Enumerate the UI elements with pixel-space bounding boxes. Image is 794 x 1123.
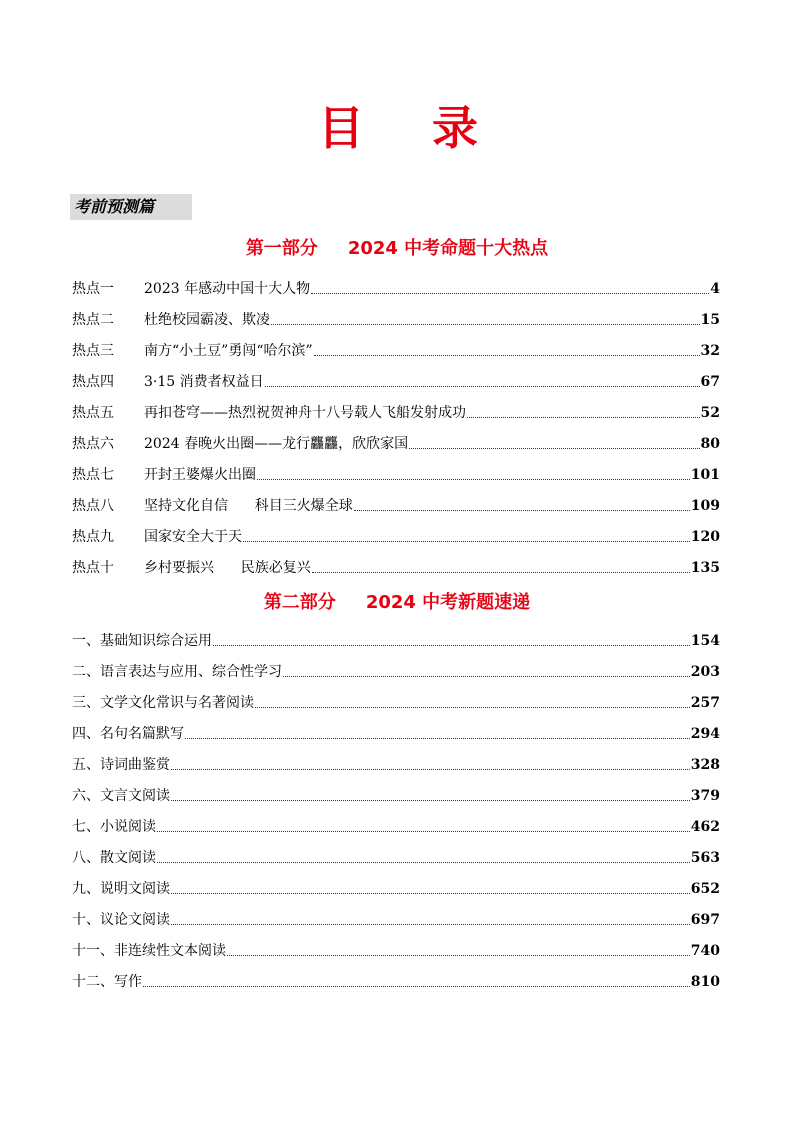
part2-label: 第二部分 xyxy=(263,592,336,613)
toc-entry[interactable] xyxy=(72,495,720,517)
toc-entry[interactable] xyxy=(72,278,720,300)
toc-text: 七、小说阅读 xyxy=(72,819,156,835)
toc-entry[interactable] xyxy=(72,557,720,579)
toc-page: 80 xyxy=(700,436,720,452)
toc-text: 南方“小土豆”勇闯“哈尔滨” xyxy=(144,343,313,359)
toc-label: 热点七 xyxy=(72,467,114,483)
part1-heading xyxy=(0,236,794,262)
toc-page: 257 xyxy=(690,695,720,711)
toc-text: 二、语言表达与应用、综合性学习 xyxy=(72,664,282,680)
part2-heading xyxy=(0,590,794,616)
toc-page: 697 xyxy=(690,912,720,928)
title-char-right: 录 xyxy=(432,101,478,155)
toc-entry[interactable] xyxy=(72,402,720,424)
dot-leader xyxy=(409,447,699,449)
toc-text: 十二、写作 xyxy=(72,974,142,990)
toc-label: 热点六 xyxy=(72,436,114,452)
toc-text: 六、文言文阅读 xyxy=(72,788,170,804)
toc-page: 154 xyxy=(690,633,720,649)
toc-text: 一、基础知识综合运用 xyxy=(72,633,212,649)
dot-leader xyxy=(227,954,690,956)
toc-text: 十、议论文阅读 xyxy=(72,912,170,928)
toc-page: 120 xyxy=(690,529,720,545)
dot-leader xyxy=(143,985,690,987)
dot-leader xyxy=(213,644,690,646)
toc-text: 3·15 消费者权益日 xyxy=(144,374,264,390)
dot-leader xyxy=(271,323,700,325)
toc-entry[interactable] xyxy=(72,816,720,838)
dot-leader xyxy=(171,892,690,894)
toc-page: 462 xyxy=(690,819,720,835)
toc-entry[interactable] xyxy=(72,971,720,993)
toc-entry[interactable] xyxy=(72,723,720,745)
dot-leader xyxy=(243,540,690,542)
dot-leader xyxy=(312,571,690,573)
toc-label: 热点五 xyxy=(72,405,114,421)
toc-entry[interactable] xyxy=(72,526,720,548)
toc-text: 坚持文化自信 科目三火爆全球 xyxy=(144,498,353,514)
toc-page: 15 xyxy=(700,312,720,328)
toc-entry[interactable] xyxy=(72,692,720,714)
toc-text: 十一、非连续性文本阅读 xyxy=(72,943,226,959)
toc-text: 五、诗词曲鉴赏 xyxy=(72,757,170,773)
toc-page: 740 xyxy=(690,943,720,959)
part2-title: 2024 中考新题速递 xyxy=(365,592,531,613)
dot-leader xyxy=(311,292,709,294)
dot-leader xyxy=(265,385,700,387)
title-char-left: 目 xyxy=(318,101,364,155)
dot-leader xyxy=(283,675,690,677)
dot-leader xyxy=(185,737,690,739)
toc-page: 328 xyxy=(690,757,720,773)
dot-leader xyxy=(314,354,700,356)
toc-page: 203 xyxy=(690,664,720,680)
toc-label: 热点四 xyxy=(72,374,114,390)
toc-entry[interactable] xyxy=(72,785,720,807)
dot-leader xyxy=(171,768,690,770)
toc-page: 32 xyxy=(700,343,720,359)
toc-entry[interactable] xyxy=(72,878,720,900)
toc-entry[interactable] xyxy=(72,630,720,652)
page-title xyxy=(0,100,794,160)
toc-page: 379 xyxy=(690,788,720,804)
toc-page: 652 xyxy=(690,881,720,897)
toc-entry[interactable] xyxy=(72,940,720,962)
toc-page: 101 xyxy=(690,467,720,483)
toc-text: 三、文学文化常识与名著阅读 xyxy=(72,695,254,711)
toc-entry[interactable] xyxy=(72,909,720,931)
toc-text: 开封王婆爆火出圈 xyxy=(144,467,256,483)
toc-entry[interactable] xyxy=(72,433,720,455)
toc-text: 乡村要振兴 民族必复兴 xyxy=(144,560,311,576)
toc-page: 4 xyxy=(710,281,720,297)
toc-entry[interactable] xyxy=(72,754,720,776)
toc-page: 563 xyxy=(690,850,720,866)
toc-label: 热点十 xyxy=(72,560,114,576)
part1-label: 第一部分 xyxy=(245,238,318,259)
toc-entry[interactable] xyxy=(72,340,720,362)
dot-leader xyxy=(171,923,690,925)
toc-page: 135 xyxy=(690,560,720,576)
toc-entry[interactable] xyxy=(72,309,720,331)
dot-leader xyxy=(467,416,700,418)
dot-leader xyxy=(171,799,690,801)
toc-text: 再扣苍穹——热烈祝贺神舟十八号载人飞船发射成功 xyxy=(144,405,466,421)
dot-leader xyxy=(354,509,690,511)
toc-entry[interactable] xyxy=(72,661,720,683)
toc-entry[interactable] xyxy=(72,847,720,869)
dot-leader xyxy=(157,861,690,863)
toc-page: 109 xyxy=(690,498,720,514)
toc-entry[interactable] xyxy=(72,464,720,486)
toc-label: 热点八 xyxy=(72,498,114,514)
part1-title: 2024 中考命题十大热点 xyxy=(347,238,549,259)
dot-leader xyxy=(157,830,690,832)
toc-text: 国家安全大于天 xyxy=(144,529,242,545)
toc-page: 67 xyxy=(700,374,720,390)
dot-leader xyxy=(257,478,690,480)
toc-label: 热点一 xyxy=(72,281,114,297)
section-tag: 考前预测篇 xyxy=(70,194,192,220)
toc-label: 热点二 xyxy=(72,312,114,328)
toc-text: 杜绝校园霸凌、欺凌 xyxy=(144,312,270,328)
toc-page: 52 xyxy=(700,405,720,421)
toc-text: 2023 年感动中国十大人物 xyxy=(144,281,311,297)
toc-page: 294 xyxy=(690,726,720,742)
dot-leader xyxy=(255,706,690,708)
toc-label: 热点九 xyxy=(72,529,114,545)
toc-text: 九、说明文阅读 xyxy=(72,881,170,897)
toc-page: 810 xyxy=(690,974,720,990)
toc-text: 八、散文阅读 xyxy=(72,850,156,866)
toc-text: 四、名句名篇默写 xyxy=(72,726,184,742)
toc-entry[interactable] xyxy=(72,371,720,393)
toc-label: 热点三 xyxy=(72,343,114,359)
toc-text: 2024 春晚火出圈——龙行龘龘，欣欣家国 xyxy=(144,436,409,452)
